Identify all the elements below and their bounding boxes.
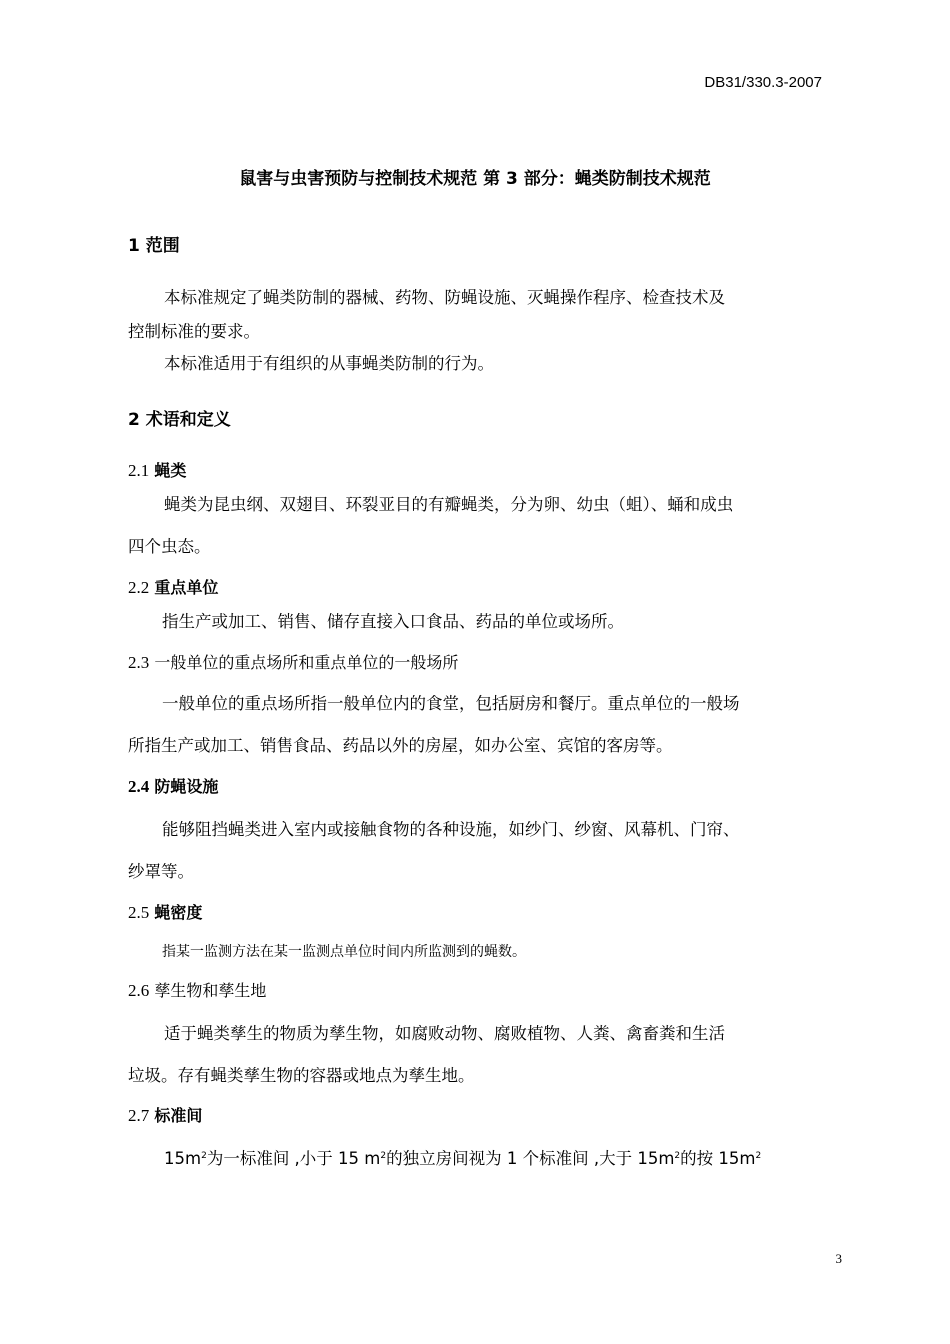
term-label: 一般单位的重点场所和重点单位的一般场所 [154, 653, 459, 672]
superscript: 2 [201, 1151, 207, 1161]
term-2-4-line2: 纱罩等。 [128, 862, 194, 881]
term-2-7-heading [128, 1103, 202, 1126]
term-2-2-line1: 指生产或加工、销售、储存直接入口食品、药品的单位或场所。 [162, 612, 624, 631]
term-number: 2.4 [128, 777, 150, 796]
term-2-6-line1: 适于蝇类孳生的物质为孳生物，如腐败动物、腐败植物、人粪、禽畜粪和生活 [164, 1024, 725, 1043]
superscript: 2 [380, 1151, 387, 1161]
term-2-1-line2: 四个虫态。 [128, 537, 211, 556]
term-number: 2.7 [128, 1106, 150, 1125]
term-2-5-heading [128, 900, 202, 923]
document-title: 鼠害与虫害预防与控制技术规范 第 3 部分：蝇类防制技术规范 [239, 169, 711, 189]
term-number: 2.1 [128, 461, 150, 480]
term-label: 孳生物和孳生地 [154, 981, 267, 1000]
text-segment: 的按 15m [680, 1149, 756, 1168]
section-1-para1-line1: 本标准规定了蝇类防制的器械、药物、防蝇设施、灭蝇操作程序、检查技术及 [164, 288, 725, 307]
term-number: 2.2 [128, 578, 150, 597]
section-1-para1-line2: 控制标准的要求。 [128, 322, 260, 341]
term-2-4-line1: 能够阻挡蝇类进入室内或接触食物的各种设施，如纱门、纱窗、风幕机、门帘、 [162, 820, 740, 839]
superscript: 2 [755, 1151, 762, 1161]
term-label: 标准间 [154, 1106, 203, 1125]
section-1-para2: 本标准适用于有组织的从事蝇类防制的行为。 [164, 354, 494, 373]
section-1-heading: 1 范围 [128, 236, 180, 256]
term-2-1-line1: 蝇类为昆虫纲、双翅目、环裂亚目的有瓣蝇类，分为卵、幼虫（蛆）、蛹和成虫 [164, 495, 734, 514]
term-label: 蝇类 [154, 461, 187, 480]
term-2-3-heading [128, 650, 458, 673]
term-label: 防蝇设施 [154, 777, 219, 796]
text-segment: 的独立房间视为 1 个标准间 ,大于 15m [386, 1149, 675, 1168]
superscript: 2 [674, 1151, 681, 1161]
document-code: DB31/330.3-2007 [704, 74, 822, 91]
page-number: 3 [835, 1251, 842, 1266]
text-segment: 为一标准间 ,小于 15 m [206, 1149, 381, 1168]
term-2-6-line2: 垃圾。存有蝇类孳生物的容器或地点为孳生地。 [128, 1066, 475, 1085]
term-label: 蝇密度 [154, 903, 203, 922]
term-number: 2.6 [128, 981, 150, 1000]
term-2-3-line1: 一般单位的重点场所指一般单位内的食堂，包括厨房和餐厅。重点单位的一般场 [162, 694, 740, 713]
term-2-5-line1: 指某一监测方法在某一监测点单位时间内所监测到的蝇数。 [162, 944, 526, 960]
term-number: 2.3 [128, 653, 150, 672]
term-2-6-heading [128, 978, 266, 1001]
term-2-1-heading [128, 458, 186, 481]
term-number: 2.5 [128, 903, 150, 922]
term-2-7-line1 [164, 1145, 761, 1169]
text-segment: 15m [164, 1149, 202, 1168]
section-2-heading: 2 术语和定义 [128, 410, 231, 430]
term-2-2-heading [128, 575, 218, 598]
term-2-4-heading [128, 774, 218, 797]
term-2-3-line2: 所指生产或加工、销售食品、药品以外的房屋，如办公室、宾馆的客房等。 [128, 736, 673, 755]
term-label: 重点单位 [154, 578, 219, 597]
